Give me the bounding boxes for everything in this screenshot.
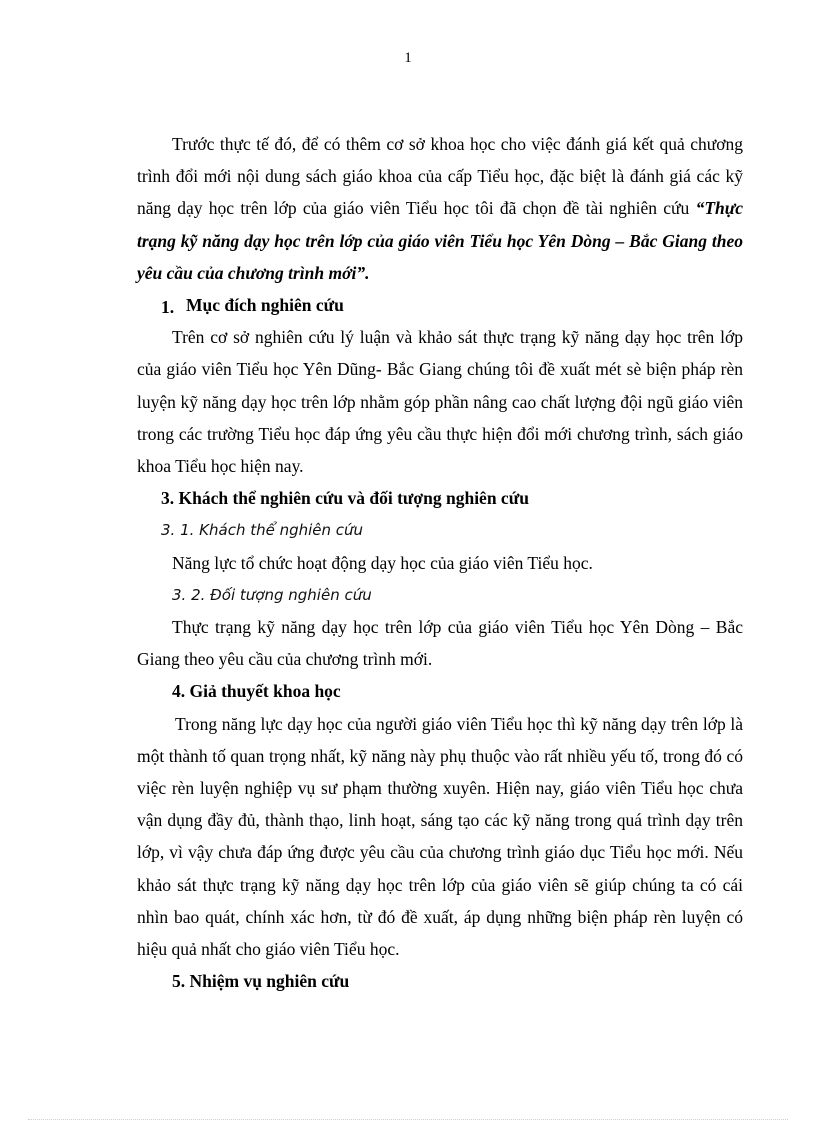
section-1-number: 1.	[161, 297, 175, 318]
section-3-heading: 3. Khách thể nghiên cứu và đối tượng nghiên cứu	[161, 488, 529, 509]
page-bottom-divider	[28, 1119, 788, 1120]
thesis-title: “Thực trạng kỹ năng dạy học trên lớp của giáo viên Tiểu học Yên Dòng – Bắc Giang theo yêu cầu của chương trình mới”.	[137, 198, 743, 283]
page-number: 1	[404, 50, 412, 66]
section-5-heading: 5. Nhiệm vụ nghiên cứu	[172, 971, 350, 992]
section-1-title: Mục đích nghiên cứu	[186, 295, 344, 316]
section-3-2-paragraph: Thực trạng kỹ năng dạy học trên lớp của giáo viên Tiểu học Yên Dòng – Bắc Giang theo yêu cầu của chương trình mới.	[137, 617, 743, 670]
section-4-heading: 4. Giả thuyết khoa học	[172, 681, 341, 702]
section-1-heading	[137, 289, 743, 321]
document-body	[137, 128, 743, 997]
section-3-1-heading: 3. 1. Khách thể nghiên cứu	[161, 521, 364, 540]
intro-paragraph	[137, 128, 743, 289]
intro-text: Trước thực tế đó, để có thêm cơ sở khoa học cho việc đánh giá kết quả chương trình đổi mới nội dung sách giáo khoa của cấp Tiểu học, đặc biệt là đánh giá các kỹ năng dạy học trên lớp của giáo viên Tiểu học tôi đã chọn đề tài nghiên cứu	[137, 134, 743, 219]
section-3-2-heading: 3. 2. Đối tượng nghiên cứu	[172, 585, 372, 604]
section-3-1-paragraph: Năng lực tổ chức hoạt động dạy học của giáo viên Tiểu học.	[172, 552, 593, 573]
section-1-paragraph: Trên cơ sở nghiên cứu lý luận và khảo sát thực trạng kỹ năng dạy học trên lớp của giáo viên Tiểu học Yên Dũng- Bắc Giang chúng tôi đề xuất mét sè biện pháp rèn luyện kỹ năng dạy học trên lớp nhằm góp phần nâng cao chất lượng đội ngũ giáo viên trong các trường Tiểu học đáp ứng yêu cầu thực hiện đổi mới chương trình, sách giáo khoa Tiểu học hiện nay.	[137, 327, 743, 477]
section-4-paragraph: Trong năng lực dạy học của người giáo viên Tiểu học thì kỹ năng dạy trên lớp là một thành tố quan trọng nhất, kỹ năng này phụ thuộc vào rất nhiều yếu tố, trong đó có việc rèn luyện nghiệp vụ sư phạm thường xuyên. Hiện nay, giáo viên Tiểu học chưa vận dụng đầy đủ, thành thạo, linh hoạt, sáng tạo các kỹ năng trong quá trình dạy trên lớp, vì vậy chưa đáp ứng được yêu cầu của chương trình giáo dục Tiểu học mới. Nếu khảo sát thực trạng kỹ năng dạy học trên lớp của giáo viên sẽ giúp chúng ta có cái nhìn bao quát, chính xác hơn, từ đó đề xuất, áp dụng những biện pháp rèn luyện có hiệu quả nhất cho giáo viên Tiểu học.	[137, 713, 743, 960]
